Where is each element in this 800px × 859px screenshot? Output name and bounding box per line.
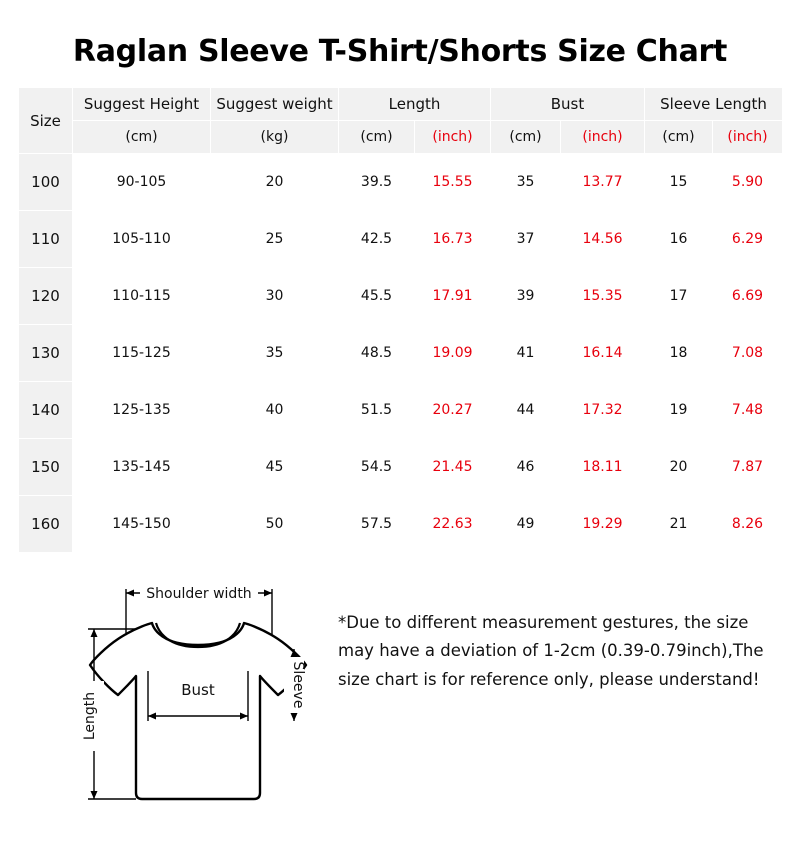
sleeve-label: Sleeve (290, 661, 306, 709)
cell-bust-inch: 19.29 (561, 496, 645, 553)
cell-length-inch: 19.09 (415, 325, 491, 382)
cell-length-cm: 45.5 (339, 268, 415, 325)
cell-size: 100 (19, 154, 73, 211)
cell-sleeve-inch: 5.90 (713, 154, 783, 211)
cell-weight: 20 (211, 154, 339, 211)
table-row (19, 496, 783, 553)
cell-length-inch: 17.91 (415, 268, 491, 325)
unit-length-cm: (cm) (339, 121, 415, 154)
unit-sleeve-inch: (inch) (713, 121, 783, 154)
cell-length-cm: 54.5 (339, 439, 415, 496)
measurement-note: *Due to different measurement gestures, the size may have a deviation of 1-2cm (0.39-0.79inch),The size chart is for reference only, please understand! (338, 613, 764, 689)
cell-bust-cm: 41 (491, 325, 561, 382)
cell-bust-cm: 35 (491, 154, 561, 211)
table-row (19, 439, 783, 496)
cell-sleeve-inch: 6.29 (713, 211, 783, 268)
cell-weight: 50 (211, 496, 339, 553)
cell-bust-inch: 14.56 (561, 211, 645, 268)
cell-bust-inch: 16.14 (561, 325, 645, 382)
cell-weight: 35 (211, 325, 339, 382)
cell-bust-cm: 44 (491, 382, 561, 439)
cell-bust-cm: 37 (491, 211, 561, 268)
table-unit-row (19, 121, 783, 154)
table-row (19, 382, 783, 439)
cell-bust-cm: 49 (491, 496, 561, 553)
cell-weight: 30 (211, 268, 339, 325)
header-bust: Bust (491, 88, 645, 121)
cell-height: 110-115 (73, 268, 211, 325)
cell-size: 140 (19, 382, 73, 439)
tshirt-outline (90, 623, 306, 799)
shoulder-width-label: Shoulder width (146, 586, 252, 602)
measurement-section (18, 561, 782, 816)
unit-sleeve-cm: (cm) (645, 121, 713, 154)
tshirt-measurement-diagram (48, 561, 338, 811)
table-row (19, 268, 783, 325)
cell-bust-inch: 13.77 (561, 154, 645, 211)
cell-sleeve-inch: 7.87 (713, 439, 783, 496)
cell-length-inch: 22.63 (415, 496, 491, 553)
size-chart-table (18, 87, 783, 553)
cell-length-inch: 21.45 (415, 439, 491, 496)
unit-height-cm: (cm) (73, 121, 211, 154)
cell-sleeve-cm: 20 (645, 439, 713, 496)
cell-bust-cm: 39 (491, 268, 561, 325)
cell-height: 90-105 (73, 154, 211, 211)
cell-length-cm: 48.5 (339, 325, 415, 382)
cell-size: 120 (19, 268, 73, 325)
cell-sleeve-inch: 8.26 (713, 496, 783, 553)
cell-size: 160 (19, 496, 73, 553)
cell-weight: 40 (211, 382, 339, 439)
header-size: Size (19, 88, 73, 154)
cell-sleeve-inch: 7.48 (713, 382, 783, 439)
header-suggest-height: Suggest Height (73, 88, 211, 121)
cell-length-cm: 39.5 (339, 154, 415, 211)
table-row (19, 211, 783, 268)
cell-length-cm: 42.5 (339, 211, 415, 268)
cell-sleeve-cm: 16 (645, 211, 713, 268)
cell-height: 125-135 (73, 382, 211, 439)
cell-sleeve-inch: 7.08 (713, 325, 783, 382)
table-row (19, 325, 783, 382)
cell-length-inch: 16.73 (415, 211, 491, 268)
cell-height: 145-150 (73, 496, 211, 553)
cell-weight: 45 (211, 439, 339, 496)
cell-height: 105-110 (73, 211, 211, 268)
length-label: Length (82, 691, 98, 741)
cell-sleeve-inch: 6.69 (713, 268, 783, 325)
cell-sleeve-cm: 17 (645, 268, 713, 325)
unit-bust-inch: (inch) (561, 121, 645, 154)
cell-weight: 25 (211, 211, 339, 268)
cell-bust-cm: 46 (491, 439, 561, 496)
cell-size: 150 (19, 439, 73, 496)
cell-height: 115-125 (73, 325, 211, 382)
cell-sleeve-cm: 15 (645, 154, 713, 211)
cell-length-inch: 20.27 (415, 382, 491, 439)
header-suggest-weight: Suggest weight (211, 88, 339, 121)
cell-size: 130 (19, 325, 73, 382)
cell-bust-inch: 15.35 (561, 268, 645, 325)
cell-length-cm: 51.5 (339, 382, 415, 439)
cell-size: 110 (19, 211, 73, 268)
cell-length-cm: 57.5 (339, 496, 415, 553)
unit-bust-cm: (cm) (491, 121, 561, 154)
table-row (19, 154, 783, 211)
cell-height: 135-145 (73, 439, 211, 496)
table-header-row (19, 88, 783, 121)
header-length: Length (339, 88, 491, 121)
cell-sleeve-cm: 21 (645, 496, 713, 553)
cell-sleeve-cm: 18 (645, 325, 713, 382)
bust-label: Bust (181, 681, 215, 699)
header-sleeve-length: Sleeve Length (645, 88, 783, 121)
size-chart-page (0, 34, 800, 859)
cell-bust-inch: 18.11 (561, 439, 645, 496)
unit-weight-kg: (kg) (211, 121, 339, 154)
cell-length-inch: 15.55 (415, 154, 491, 211)
page-title: Raglan Sleeve T-Shirt/Shorts Size Chart (72, 34, 728, 69)
cell-bust-inch: 17.32 (561, 382, 645, 439)
unit-length-inch: (inch) (415, 121, 491, 154)
cell-sleeve-cm: 19 (645, 382, 713, 439)
